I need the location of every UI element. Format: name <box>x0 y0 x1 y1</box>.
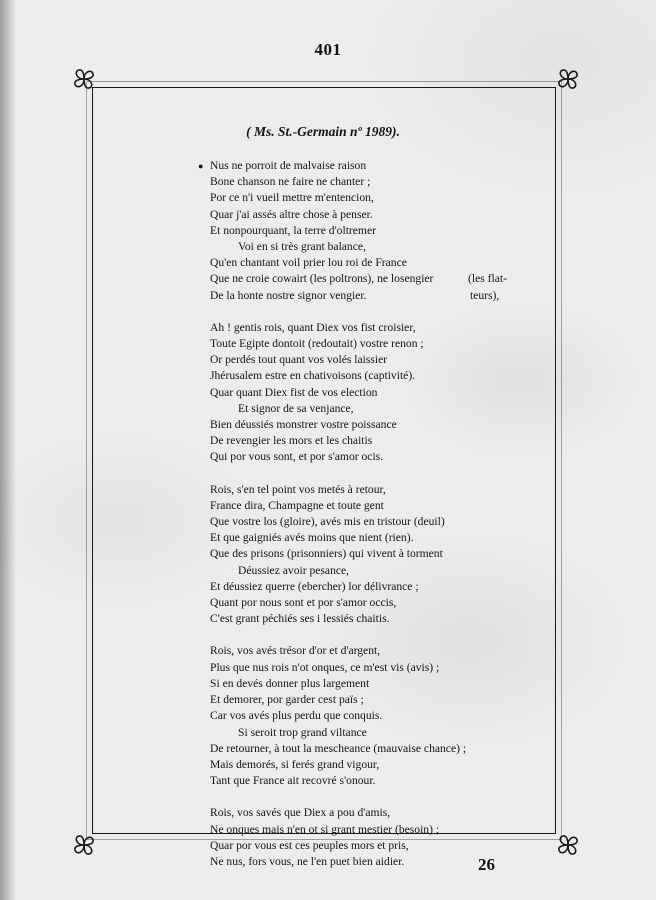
poem-line-text: Por ce n'i vueil mettre m'entencion, <box>210 191 374 205</box>
poem-line-text: Plus que nus rois n'ot onques, ce m'est vis (avis) ; <box>210 660 440 674</box>
poem-line-text: Rois, vos savés que Diex a pou d'amis, <box>210 806 391 820</box>
poem-line-text: Voi en si très grant balance, <box>238 240 366 254</box>
poem-line-text: Toute Egipte dontoit (redoutait) vostre renon ; <box>210 337 424 351</box>
poem-line-text: Quar j'ai assés altre chose à penser. <box>210 207 373 221</box>
poem-line <box>210 320 540 336</box>
poem-line <box>210 822 540 838</box>
poem-line <box>210 805 540 821</box>
corner-ornament-icon <box>555 832 581 858</box>
poem-line <box>210 288 540 304</box>
page-gutter-shadow <box>0 0 16 900</box>
poem-line <box>210 692 540 708</box>
poem-line-text: Déussiez avoir pesance, <box>238 563 350 577</box>
poem-line-text: De retourner, à tout la mescheance (mauvaise chance) ; <box>210 741 467 755</box>
poem-line-text: Jhérusalem estre en chativoisons (captivité). <box>210 369 416 383</box>
poem-line <box>210 676 540 692</box>
poem-line <box>210 708 540 724</box>
poem-line <box>210 352 540 368</box>
poem-line-text: Ne onques mais n'en ot si grant mestier (besoin) ; <box>210 822 440 836</box>
poem-line <box>210 190 540 206</box>
poem-line <box>210 757 540 773</box>
poem-line-text: De la honte nostre signor vengier. <box>210 288 367 302</box>
margin-gloss: teurs), <box>470 288 500 302</box>
poem-line <box>210 207 540 223</box>
poem-line-text: Si en devés donner plus largement <box>210 676 370 690</box>
signature-mark: 26 <box>478 855 495 874</box>
manuscript-source-heading: ( Ms. St.-Germain nº 1989). <box>246 124 400 139</box>
poem-line-text: Bone chanson ne faire ne chanter ; <box>210 175 371 189</box>
poem-line <box>210 741 540 757</box>
poem-line-text: Quar quant Diex fist de vos election <box>210 385 378 399</box>
poem-line-text: Que des prisons (prisonniers) qui vivent à torment <box>210 547 443 561</box>
poem-line <box>210 595 540 611</box>
poem-line <box>210 660 540 676</box>
poem-line-text: Qu'en chantant voil prier lou roi de France <box>210 256 407 270</box>
page-number: 401 <box>314 40 342 59</box>
poem-line-text: Et demorer, por garder cest païs ; <box>210 693 364 707</box>
poem-line <box>210 368 540 384</box>
poem-line-text: France dira, Champagne et toute gent <box>210 498 384 512</box>
poem-line-text: Ne nus, fors vous, ne l'en puet bien aidier. <box>210 854 405 868</box>
poem-line-text: Et déussiez querre (ebercher) lor délivrance ; <box>210 579 419 593</box>
poem-line-text: De revengier les mors et les chaitis <box>210 434 373 448</box>
poem-line-text: Rois, s'en tel point vos metés à retour, <box>210 482 386 496</box>
stanza <box>210 482 540 628</box>
poem-line <box>210 449 540 465</box>
poem-line <box>210 433 540 449</box>
poem-line-text: Tant que France ait recovré s'onour. <box>210 774 376 788</box>
poem-line <box>210 223 540 239</box>
poem-line-text: Mais demorés, si ferés grand vigour, <box>210 757 380 771</box>
poem-line-text: Et que gaigniés avés moins que nient (rien). <box>210 531 414 545</box>
poem-line-text: C'est grant péchiés ses i lessiés chaitis. <box>210 612 390 626</box>
poem-line <box>210 579 540 595</box>
poem-line <box>210 336 540 352</box>
poem-line-text: Car vos avés plus perdu que conquis. <box>210 709 383 723</box>
poem-line-text: Quant por nous sont et por s'amor occis, <box>210 596 397 610</box>
poem-line-text: Rois, vos avés trésor d'or et d'argent, <box>210 644 381 658</box>
poem-line-text: Et nonpourquant, la terre d'oltremer <box>210 223 376 237</box>
poem-line-text: Ah ! gentis rois, quant Diex vos fist croisier, <box>210 320 416 334</box>
poem-line <box>210 174 540 190</box>
poem-line <box>210 725 540 741</box>
poem-line-text: Or perdés tout quant vos volés laissier <box>210 353 388 367</box>
poem-line <box>210 643 540 659</box>
stanza <box>210 320 540 466</box>
poem-line <box>210 530 540 546</box>
poem-line <box>210 773 540 789</box>
poem-line <box>210 271 540 287</box>
corner-ornament-icon <box>71 832 97 858</box>
poem-line <box>210 514 540 530</box>
poem-line-text: Nus ne porroit de malvaise raison <box>210 159 367 172</box>
poem-line <box>198 158 540 174</box>
poem-line <box>210 611 540 627</box>
poem-text <box>198 158 540 886</box>
poem-line <box>210 385 540 401</box>
stanza <box>210 643 540 789</box>
poem-line-text: Que vostre los (gloire), avés mis en tristour (deuil) <box>210 515 445 529</box>
poem-line <box>210 417 540 433</box>
poem-line <box>210 498 540 514</box>
poem-line <box>210 255 540 271</box>
poem-line <box>210 401 540 417</box>
bullet-icon: ● <box>198 161 204 171</box>
poem-line-text: Si seroit trop grand viltance <box>238 725 367 739</box>
stanza <box>198 158 540 304</box>
poem-line-text: Et signor de sa venjance, <box>238 401 354 415</box>
poem-line <box>210 546 540 562</box>
poem-line-text: Qui por vous sont, et por s'amor ocis. <box>210 450 384 464</box>
corner-ornament-icon <box>71 66 97 92</box>
poem-line <box>210 563 540 579</box>
corner-ornament-icon <box>555 66 581 92</box>
poem-line-text: Que ne croie cowairt (les poltrons), ne losengier <box>210 272 434 286</box>
poem-line-text: Quar por vous est ces peuples mors et pris, <box>210 838 409 852</box>
poem-line-text: Bien déussiés monstrer vostre poissance <box>210 418 397 432</box>
poem-line <box>210 838 540 854</box>
poem-line <box>210 482 540 498</box>
poem-line <box>210 239 540 255</box>
margin-gloss: (les flat- <box>468 272 507 286</box>
